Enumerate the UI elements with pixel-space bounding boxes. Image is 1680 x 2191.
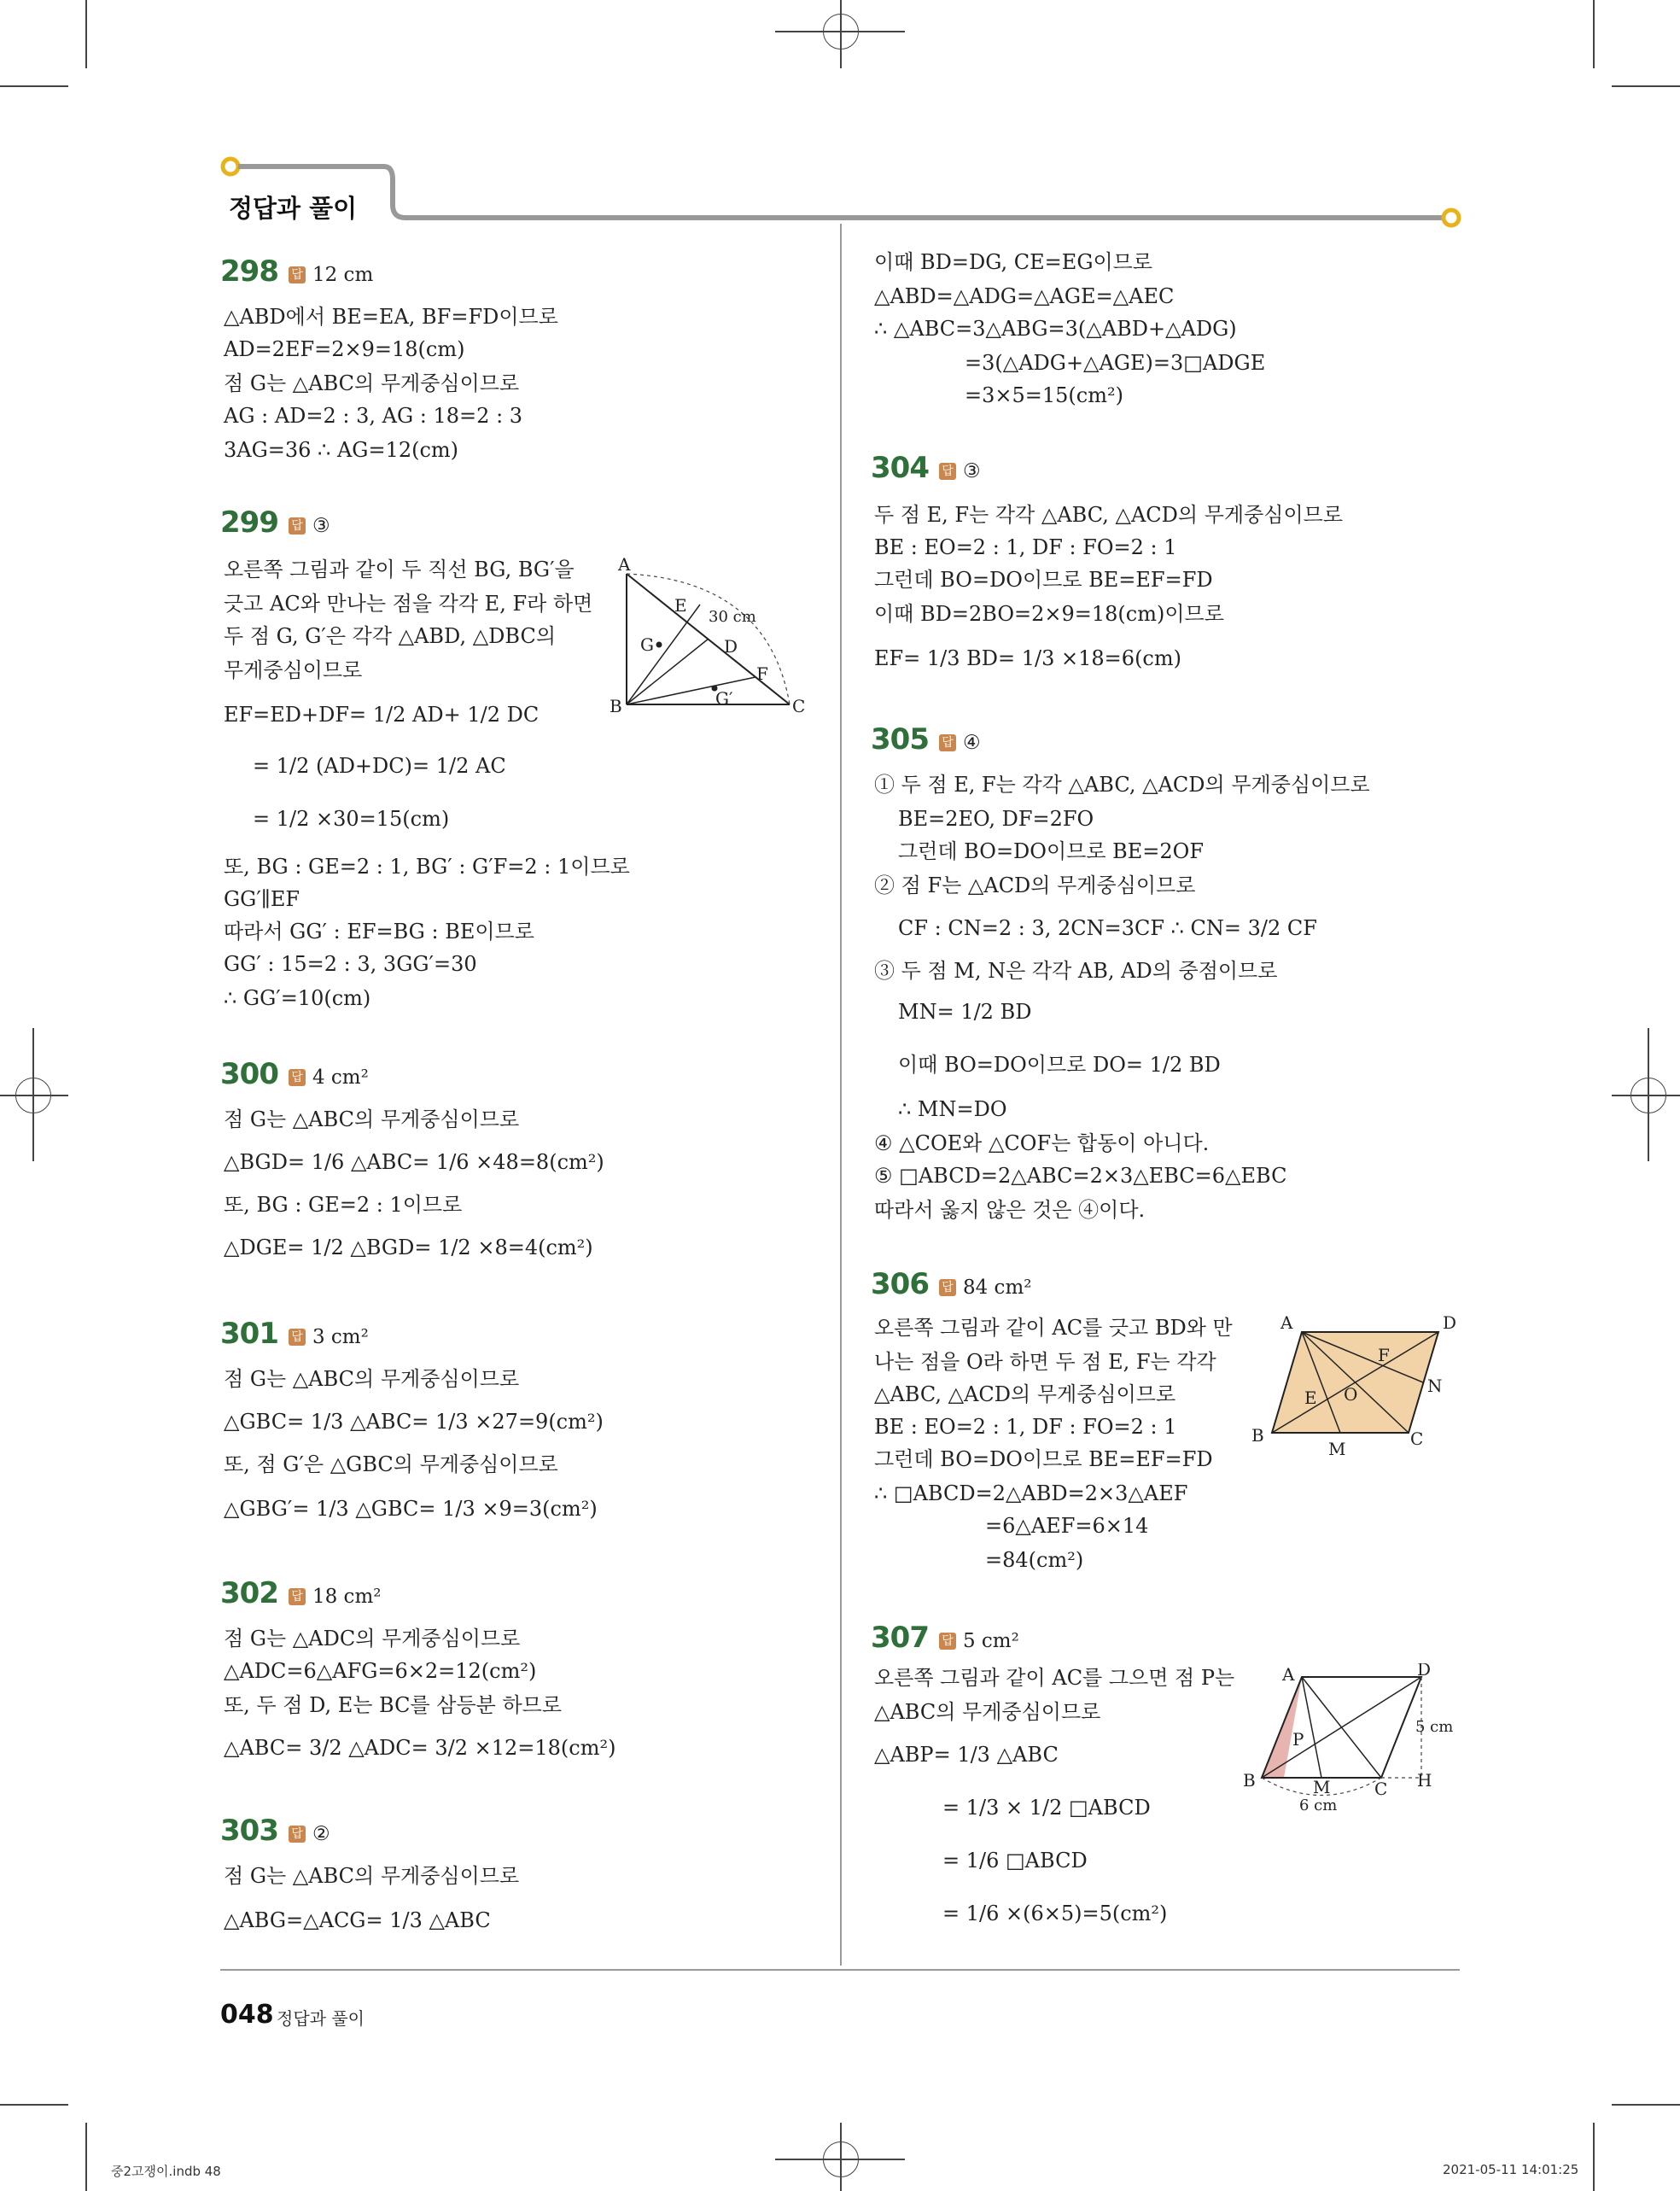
text-line: △BGD= 1/6 △ABC= 1/6 ×48=8(cm²) — [224, 1150, 604, 1174]
text-line: 이때 BO=DO이므로 DO= 1/2 BD — [898, 1053, 1221, 1077]
text-line: ∴ GG′=10(cm) — [224, 986, 371, 1010]
answer-value: 84 cm² — [962, 1277, 1032, 1299]
text-line: ③ 두 점 M, N은 각각 AB, AD의 중점이므로 — [874, 959, 1278, 983]
problem-307-header — [871, 1621, 1019, 1655]
trim-mark — [0, 2104, 68, 2106]
trim-mark — [0, 85, 68, 87]
point-label: E — [1304, 1388, 1317, 1408]
point-label: A — [1280, 1312, 1293, 1333]
text-line: △DGE= 1/2 △BGD= 1/2 ×8=4(cm²) — [224, 1236, 593, 1259]
footer-label: 정답과 풀이 — [277, 2008, 365, 2029]
text-line: EF= 1/3 BD= 1/3 ×18=6(cm) — [874, 646, 1181, 670]
problem-302-header — [220, 1576, 381, 1610]
text-line: BE=2EO, DF=2FO — [898, 807, 1094, 831]
trim-mark — [1593, 0, 1595, 68]
answer-value: 4 cm² — [312, 1066, 369, 1089]
trim-mark — [85, 2123, 87, 2191]
length-label: 5 cm — [1415, 1718, 1454, 1736]
text-line: 긋고 AC와 만나는 점을 각각 E, F라 하면 — [224, 592, 593, 616]
trim-mark — [1612, 2104, 1680, 2106]
figure-307 — [1238, 1663, 1468, 1817]
text-line: = 1/6 □ABCD — [942, 1849, 1088, 1873]
problem-number: 307 — [871, 1621, 929, 1655]
text-line: =6△AEF=6×14 — [985, 1514, 1149, 1538]
point-label: H — [1417, 1770, 1432, 1791]
point-label: N — [1427, 1376, 1443, 1396]
registration-line — [32, 1028, 34, 1161]
text-line: =3×5=15(cm²) — [965, 383, 1123, 407]
problem-304-header — [871, 451, 981, 485]
answer-value: 12 cm — [312, 264, 374, 286]
text-line: = 1/2 (AD+DC)= 1/2 AC — [253, 754, 506, 778]
text-line: = 1/3 × 1/2 □ABCD — [942, 1796, 1151, 1820]
text-line: ∴ □ABCD=2△ABD=2×3△AEF — [874, 1481, 1188, 1505]
point-label: B — [1243, 1770, 1256, 1791]
text-line: △ABC, △ACD의 무게중심이므로 — [874, 1382, 1176, 1406]
registration-line — [1612, 1095, 1680, 1096]
text-line: 점 G는 △ABC의 무게중심이므로 — [224, 1864, 520, 1888]
length-label: 30 cm — [709, 608, 756, 626]
answer-badge: 답 — [289, 517, 306, 535]
text-line: 또, BG : GE=2 : 1, BG′ : G′F=2 : 1이므로 — [224, 855, 630, 879]
point-label: O — [1344, 1384, 1358, 1405]
trim-mark — [85, 0, 87, 68]
text-line: AD=2EF=2×9=18(cm) — [224, 337, 465, 361]
text-line: 이때 BD=2BO=2×9=18(cm)이므로 — [874, 602, 1224, 626]
answer-value: 18 cm² — [312, 1586, 382, 1608]
answer-badge: 답 — [289, 266, 306, 283]
text-line: 점 G는 △ABC의 무게중심이므로 — [224, 371, 520, 395]
problem-number: 298 — [220, 254, 278, 289]
answer-badge: 답 — [289, 1588, 306, 1605]
point-label: P — [1292, 1729, 1304, 1750]
text-line: ∴ MN=DO — [898, 1097, 1007, 1121]
problem-299-header — [220, 505, 330, 540]
problem-number: 299 — [220, 505, 278, 540]
page-title: 정답과 풀이 — [229, 194, 358, 223]
text-line: 그런데 BO=DO이므로 BE=EF=FD — [874, 1447, 1213, 1471]
answer-badge: 답 — [939, 463, 956, 480]
text-line: △ABC의 무게중심이므로 — [874, 1700, 1101, 1724]
text-line: 점 G는 △ABC의 무게중심이므로 — [224, 1367, 520, 1391]
text-line: =3(△ADG+△AGE)=3□ADGE — [965, 351, 1266, 375]
text-line: ⑤ □ABCD=2△ABC=2×3△EBC=6△EBC — [874, 1164, 1287, 1188]
point-label: E — [674, 595, 687, 616]
registration-line — [0, 1095, 68, 1096]
problem-306-header — [871, 1267, 1031, 1301]
answer-badge: 답 — [939, 734, 956, 751]
answer-badge: 답 — [289, 1826, 306, 1843]
problem-298-header — [220, 254, 373, 289]
text-line: ① 두 점 E, F는 각각 △ABC, △ACD의 무게중심이므로 — [874, 773, 1370, 797]
problem-305-header — [871, 722, 981, 757]
text-line: △ABP= 1/3 △ABC — [874, 1743, 1059, 1767]
figure-306 — [1246, 1312, 1468, 1457]
point-label: D — [724, 636, 738, 657]
answer-value: 3 cm² — [312, 1326, 369, 1348]
text-line: 무게중심이므로 — [224, 658, 363, 682]
point-label: B — [1251, 1425, 1264, 1446]
text-line: 점 G는 △ADC의 무게중심이므로 — [224, 1627, 521, 1651]
point-label: G — [640, 634, 654, 655]
text-line: CF : CN=2 : 3, 2CN=3CF ∴ CN= 3/2 CF — [898, 916, 1317, 940]
text-line: = 1/6 ×(6×5)=5(cm²) — [942, 1902, 1168, 1925]
problem-300-header — [220, 1057, 369, 1091]
text-line: 또, 점 G′은 △GBC의 무게중심이므로 — [224, 1452, 558, 1476]
point-label: D — [1417, 1663, 1432, 1680]
answer-value: ② — [312, 1823, 330, 1845]
problem-number: 306 — [871, 1267, 929, 1301]
footer-rule — [220, 1969, 1460, 1971]
text-line: △ABD에서 BE=EA, BF=FD이므로 — [224, 305, 558, 329]
text-line: △ABG=△ACG= 1/3 △ABC — [224, 1908, 491, 1932]
figure-299 — [606, 555, 820, 722]
length-label: 6 cm — [1299, 1797, 1338, 1814]
text-line: 두 점 E, F는 각각 △ABC, △ACD의 무게중심이므로 — [874, 503, 1343, 527]
point-label: A — [618, 555, 631, 575]
text-line: 오른쪽 그림과 같이 두 직선 BG, BG′을 — [224, 558, 575, 581]
text-line: MN= 1/2 BD — [898, 1000, 1032, 1024]
text-line: 이때 BD=DG, CE=EG이므로 — [874, 250, 1153, 274]
text-line: △ABC= 3/2 △ADC= 3/2 ×12=18(cm²) — [224, 1736, 616, 1760]
answer-badge: 답 — [289, 1069, 306, 1086]
problem-number: 301 — [220, 1317, 278, 1351]
answer-value: 5 cm² — [962, 1630, 1019, 1652]
point-label: F — [1378, 1345, 1390, 1365]
text-line: 또, 두 점 D, E는 BC를 삼등분 하므로 — [224, 1693, 563, 1717]
text-line: 따라서 옳지 않은 것은 ④이다. — [874, 1198, 1146, 1222]
text-line: 그런데 BO=DO이므로 BE=2OF — [898, 839, 1205, 863]
slug-timestamp: 2021-05-11 14:01:25 — [1443, 2162, 1579, 2177]
slug-file: 중2고쟁이.indb 48 — [111, 2164, 221, 2179]
text-line: AG : AD=2 : 3, AG : 18=2 : 3 — [224, 404, 523, 428]
text-line: 따라서 GG′ : EF=BG : BE이므로 — [224, 920, 534, 944]
problem-number: 303 — [220, 1814, 278, 1848]
point-label: M — [1328, 1439, 1346, 1457]
point-label: C — [1374, 1779, 1388, 1799]
point-label: C — [792, 696, 806, 716]
answer-value: ④ — [962, 732, 981, 754]
text-line: EF=ED+DF= 1/2 AD+ 1/2 DC — [224, 703, 540, 727]
text-line: GG′ : 15=2 : 3, 3GG′=30 — [224, 952, 477, 976]
text-line: 점 G는 △ABC의 무게중심이므로 — [224, 1107, 520, 1131]
problem-303-header — [220, 1814, 330, 1848]
trim-mark — [1593, 2123, 1595, 2191]
answer-badge: 답 — [289, 1329, 306, 1346]
text-line: =84(cm²) — [985, 1548, 1084, 1572]
text-line: ∴ △ABC=3△ABG=3(△ABD+△ADG) — [874, 317, 1237, 341]
text-line: 3AG=36 ∴ AG=12(cm) — [224, 438, 459, 462]
text-line: △GBG′= 1/3 △GBC= 1/3 ×9=3(cm²) — [224, 1497, 598, 1521]
text-line: 그런데 BO=DO이므로 BE=EF=FD — [874, 568, 1213, 592]
answer-badge: 답 — [939, 1279, 956, 1296]
trim-mark — [1612, 85, 1680, 87]
text-line: 오른쪽 그림과 같이 AC를 그으면 점 P는 — [874, 1666, 1235, 1690]
registration-line — [840, 0, 842, 68]
text-line: 두 점 G, G′은 각각 △ABD, △DBC의 — [224, 624, 557, 648]
problem-number: 305 — [871, 722, 929, 757]
problem-number: 300 — [220, 1057, 278, 1091]
text-line: GG′∥EF — [224, 887, 300, 911]
problem-number: 304 — [871, 451, 929, 485]
text-line: △ABD=△ADG=△AGE=△AEC — [874, 284, 1175, 308]
column-divider — [840, 224, 842, 1966]
text-line: △GBC= 1/3 △ABC= 1/3 ×27=9(cm²) — [224, 1410, 604, 1434]
text-line: BE : EO=2 : 1, DF : FO=2 : 1 — [874, 1415, 1177, 1439]
text-line: = 1/2 ×30=15(cm) — [253, 807, 450, 831]
point-label: A — [1282, 1664, 1295, 1685]
point-label: F — [756, 663, 768, 684]
point-label: D — [1443, 1312, 1457, 1333]
problem-number: 302 — [220, 1576, 278, 1610]
registration-line — [1648, 1028, 1649, 1161]
answer-value: ③ — [962, 460, 981, 482]
page-number: 048 — [220, 2000, 274, 2030]
text-line: 나는 점을 O라 하면 두 점 E, F는 각각 — [874, 1350, 1216, 1374]
text-line: ④ △COE와 △COF는 합동이 아니다. — [874, 1131, 1210, 1155]
text-line: ② 점 F는 △ACD의 무게중심이므로 — [874, 873, 1196, 897]
point-label: G′ — [715, 688, 733, 709]
problem-301-header — [220, 1317, 369, 1351]
text-line: 또, BG : GE=2 : 1이므로 — [224, 1193, 463, 1217]
text-line: △ADC=6△AFG=6×2=12(cm²) — [224, 1659, 537, 1683]
text-line: 오른쪽 그림과 같이 AC를 긋고 BD와 만 — [874, 1316, 1233, 1340]
answer-value: ③ — [312, 515, 330, 537]
header-decoration — [213, 154, 1468, 231]
text-line: BE : EO=2 : 1, DF : FO=2 : 1 — [874, 535, 1177, 559]
point-label: C — [1410, 1429, 1424, 1449]
answer-badge: 답 — [939, 1633, 956, 1650]
point-label: M — [1313, 1777, 1331, 1797]
registration-line — [840, 2123, 842, 2191]
point-label: B — [610, 696, 622, 716]
